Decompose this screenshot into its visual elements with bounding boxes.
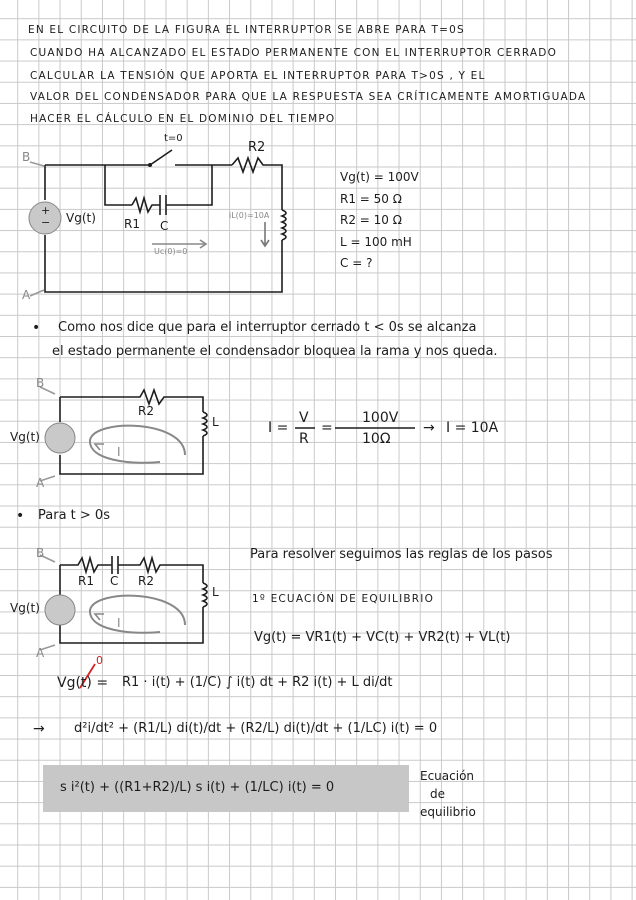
circuit-2-r2-label: R2 [138, 404, 154, 418]
circuit-3-r1-label: R1 [78, 574, 94, 588]
note-1-line-1: Como nos dice que para el interruptor cerrado t < 0s se alcanza [58, 320, 477, 335]
circuit-2-node-a: A [36, 476, 45, 490]
circuit-3-node-a: A [36, 646, 45, 660]
circuit-2-loop-label: I [117, 445, 121, 459]
circuit-3-c-label: C [110, 574, 119, 588]
circuit-2-eq-eq: = [321, 420, 333, 436]
circuit-1-vc-label: Uc(0)=0 [154, 247, 188, 256]
circuit-3-loop-label: I [117, 616, 121, 630]
problem-line-5: HACER EL CÁLCULO EN EL DOMINIO DEL TIEMPO [30, 113, 336, 125]
circuit-1-node-b: B [22, 150, 31, 164]
eq-boxed-note-3: equilibrio [420, 805, 476, 819]
eq-boxed: s i²(t) + ((R1+R2)/L) s i(t) + (1/LC) i(t) = 0 [60, 780, 335, 795]
circuit-2-vg-label: Vg(t) [10, 430, 40, 444]
eq-diff: d²i/dt² + (R1/L) di(t)/dt + (R2/L) di(t)/dt + (1/LC) i(t) = 0 [74, 721, 438, 736]
circuit-1-switch-label: t=0 [164, 133, 183, 144]
value-r1: R1 = 50 Ω [340, 192, 402, 206]
circuit-3-node-b: B [36, 546, 45, 560]
eq-integral-rhs: R1 · i(t) + (1/C) ∫ i(t) dt + R2 i(t) + L di/dt [122, 675, 393, 690]
value-r2: R2 = 10 Ω [340, 213, 402, 227]
circuit-1-c-label: C [160, 219, 169, 233]
problem-line-3: CALCULAR LA TENSIÓN QUE APORTA EL INTERRUPTOR PARA T>0S , Y EL [30, 70, 486, 82]
circuit-1-r1-label: R1 [124, 217, 140, 231]
circuit-2-eq-den: 10Ω [362, 431, 391, 447]
circuit-2-eq-i: I = [268, 420, 289, 436]
circuit-3-intro: Para resolver seguimos las reglas de los pasos [250, 547, 553, 562]
eq-arrow: → [33, 721, 45, 737]
circuit-1-il-label: iL(0)=10A [229, 211, 270, 220]
eq-boxed-note-2: de [430, 787, 445, 801]
circuit-2-node-b: B [36, 376, 45, 390]
circuit-1-plus: + [41, 204, 51, 217]
circuit-2-eq-r: R [299, 431, 309, 447]
eq-integral-lhs: Vg(t) = [57, 675, 109, 691]
note-2-text: Para t > 0s [38, 508, 110, 523]
circuit-1-minus: − [41, 216, 51, 229]
note-2-bullet: • [16, 508, 25, 524]
value-l: L = 100 mH [340, 235, 412, 249]
circuit-3-kvl: Vg(t) = VR1(t) + VC(t) + VR2(t) + VL(t) [254, 630, 511, 645]
note-1-line-2: el estado permanente el condensador bloquea la rama y nos queda. [52, 344, 498, 359]
problem-line-2: CUANDO HA ALCANZADO EL ESTADO PERMANENTE CON EL INTERRUPTOR CERRADO [30, 47, 558, 59]
eq-zero-mark: 0 [96, 654, 103, 667]
circuit-1-vg-label: Vg(t) [66, 211, 96, 225]
circuit-3-r2-label: R2 [138, 574, 154, 588]
circuit-2-eq-arrow: → [423, 420, 435, 436]
circuit-3-l-label: L [212, 585, 219, 599]
circuit-3-vg-label: Vg(t) [10, 601, 40, 615]
problem-line-1: EN EL CIRCUITO DE LA FIGURA EL INTERRUPTOR SE ABRE PARA T=0S [28, 24, 465, 36]
circuit-2-l-label: L [212, 415, 219, 429]
problem-line-4: VALOR DEL CONDENSADOR PARA QUE LA RESPUESTA SEA CRÍTICAMENTE AMORTIGUADA [30, 91, 587, 103]
circuit-2-eq-num: 100V [362, 410, 399, 426]
eq-boxed-note-1: Ecuación [420, 769, 475, 783]
value-vg: Vg(t) = 100V [340, 170, 419, 184]
value-c: C = ? [340, 256, 373, 270]
circuit-3-step: 1º ECUACIÓN DE EQUILIBRIO [252, 593, 435, 605]
circuit-1-node-a: A [22, 288, 31, 302]
note-1-bullet: • [32, 320, 41, 336]
circuit-1-r2-label: R2 [248, 140, 266, 155]
circuit-2-eq-v: V [299, 410, 309, 426]
circuit-2-eq-result: I = 10A [446, 420, 499, 436]
